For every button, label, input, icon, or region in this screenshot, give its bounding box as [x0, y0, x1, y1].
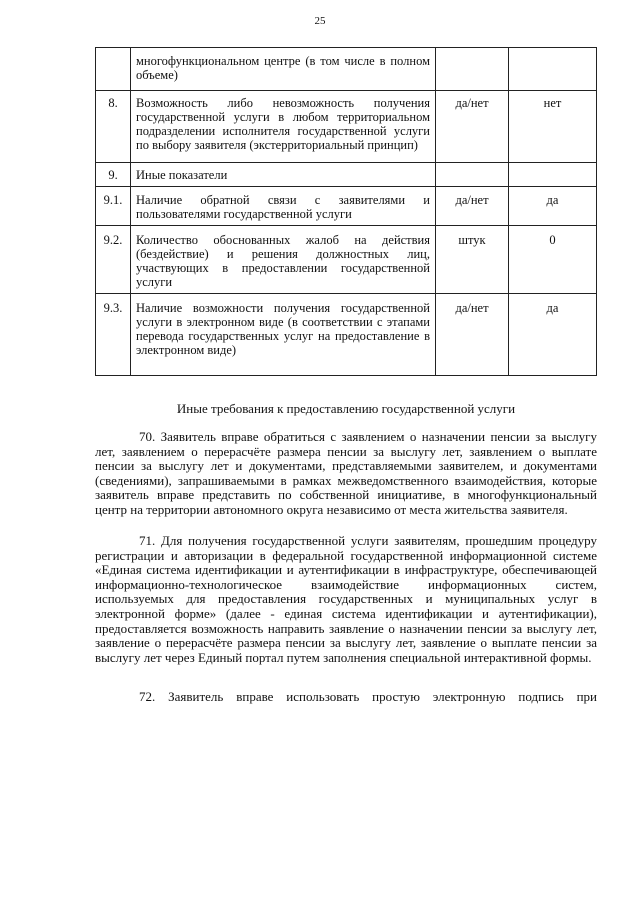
page-number: 25: [314, 15, 326, 27]
table-row: [96, 187, 597, 226]
indicator-name: Возможность либо невозможность получения государственной услуги в любом территориальном подразделении исполнителя государственной услуги по выбору заявителя (экстерриториальный принцип): [131, 91, 436, 163]
indicator-value: нет: [509, 91, 597, 163]
indicator-name: многофункциональном центре (в том числе в полном объеме): [131, 48, 436, 91]
row-number: 9.: [96, 163, 131, 187]
indicator-unit: [436, 48, 509, 91]
indicator-unit: да/нет: [436, 294, 509, 376]
row-number: 8.: [96, 91, 131, 163]
row-number: 9.1.: [96, 187, 131, 226]
indicators-table: [95, 47, 597, 376]
indicator-unit: да/нет: [436, 187, 509, 226]
indicator-name: Наличие возможности получения государственной услуги в электронном виде (в соответствии с этапами перевода государственных услуг на предоставление в электронном виде): [131, 294, 436, 376]
indicator-name: Количество обоснованных жалоб на действия (бездействие) и решения должностных лиц, участвующих в предоставлении государственной услуги: [131, 226, 436, 294]
indicator-value: да: [509, 294, 597, 376]
table-row: [96, 91, 597, 163]
paragraph-70: 70. Заявитель вправе обратиться с заявлением о назначении пенсии за выслугу лет, заявлением о перерасчёте размера пенсии за выслугу лет, заявлением о выплате пенсии за выслугу лет и документами, представляемыми заявителем, и документами (сведениями), запрашиваемыми в рамках межведомственного взаимодействия, которые заявитель вправе представить по собственной инициативе, в многофункциональный центр на территории автономного округа независимо от места жительства заявителя.: [95, 429, 597, 517]
indicator-value: да: [509, 187, 597, 226]
indicator-unit: штук: [436, 226, 509, 294]
table-row: [96, 48, 597, 91]
paragraph-71: 71. Для получения государственной услуги заявителям, прошедшим процедуру регистрации и авторизации в федеральной государственной информационной системе «Единая система идентификации и аутентификации в инфраструктуре, обеспечивающей информационно-технологическое взаимодействие информационных систем, используемых для предоставления государственных и муниципальных услуг в электронной форме» (далее - единая система идентификации и аутентификации), предоставляется возможность направить заявление о назначении пенсии за выслугу лет, заявление о перерасчёте размера пенсии за выслугу лет, заявление о выплате пенсии за выслугу лет через Единый портал путем заполнения специальной интерактивной формы.: [95, 533, 597, 665]
indicator-unit: [436, 163, 509, 187]
table-row: [96, 163, 597, 187]
paragraph-72: 72. Заявитель вправе использовать простую электронную подпись при: [139, 689, 597, 704]
table-row: [96, 226, 597, 294]
indicator-unit: да/нет: [436, 91, 509, 163]
table-row: [96, 294, 597, 376]
indicator-name: Иные показатели: [131, 163, 436, 187]
row-number: [96, 48, 131, 91]
indicator-value: 0: [509, 226, 597, 294]
section-heading: Иные требования к предоставлению государственной услуги: [176, 401, 516, 416]
indicator-value: [509, 48, 597, 91]
indicator-name: Наличие обратной связи с заявителями и пользователями государственной услуги: [131, 187, 436, 226]
row-number: 9.3.: [96, 294, 131, 376]
indicator-value: [509, 163, 597, 187]
row-number: 9.2.: [96, 226, 131, 294]
